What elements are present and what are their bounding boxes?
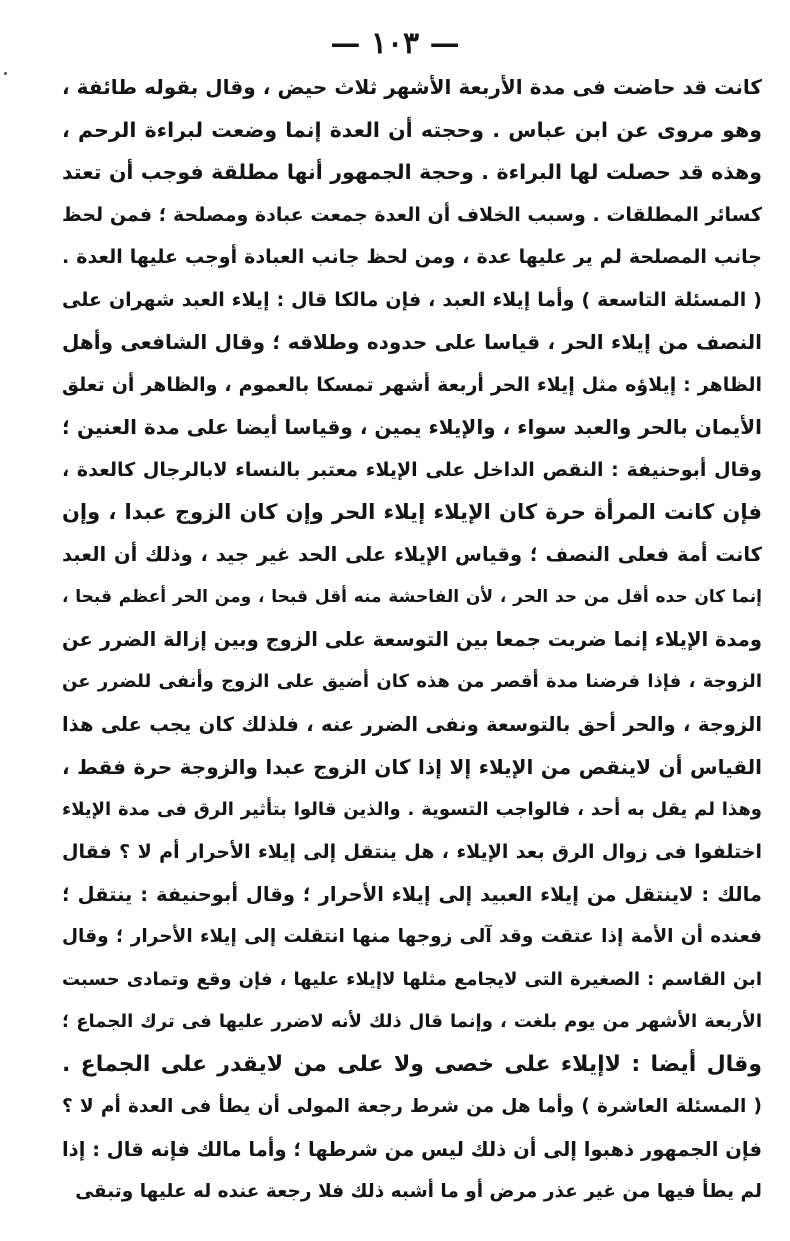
text-line: النصف من إيلاء الحر ، قياسا على حدوده وطلاقه ؛ وقال الشافعى وأهل (62, 330, 762, 354)
margin-speck (4, 72, 7, 75)
text-line: وهو مروى عن ابن عباس . وحجته أن العدة إنما وضعت لبراءة الرحم ، (62, 117, 762, 142)
text-line: الزوجة ، والحر أحق بالتوسعة ونفى الضرر عنه ، فلذلك كان يجب على هذا (62, 712, 762, 736)
text-line: لم يطأ فيها من غير عذر مرض أو ما أشبه ذلك فلا رجعة عنده له عليها وتبقى (75, 1181, 762, 1202)
text-line: الأيمان بالحر والعبد سواء ، والإيلاء يمين ، وقياسا أيضا على مدة العنين ؛ (62, 415, 762, 439)
text-line: ابن القاسم : الصغيرة التى لايجامع مثلها لاإيلاء عليها ، فإن وقع وتمادى حسبت (62, 968, 762, 990)
text-line: إنما كان حده أقل من حد الحر ، لأن الفاحشة منه أقل قبحا ، ومن الحر أعظم قبحا ، (62, 587, 762, 607)
body-text (62, 66, 762, 1214)
text-line: الأربعة الأشهر من يوم بلغت ، وإنما قال ذلك لأنه لاضرر عليها فى ترك الجماع ؛ (62, 1011, 762, 1032)
text-line: الظاهر : إيلاؤه مثل إيلاء الحر أربعة أشهر تمسكا بالعموم ، والظاهر أن تعلق (62, 373, 762, 396)
text-line: القياس أن لاينقص من الإيلاء إلا إذا كان الزوج عبدا والزوجة حرة فقط ، (62, 755, 762, 779)
text-line: وهذه قد حصلت لها البراءة . وحجة الجمهور أنها مطلقة فوجب أن تعتد (62, 160, 762, 184)
text-line: فعنده أن الأمة إذا عتقت وقد آلى زوجها منها انتقلت إلى إيلاء الأحرار ؛ وقال (62, 926, 762, 947)
text-line: كانت أمة فعلى النصف ؛ وقياس الإيلاء على الحد غير جيد ، وذلك أن العبد (62, 542, 762, 566)
text-line: كسائر المطلقات . وسبب الخلاف أن العدة جمعت عبادة ومصلحة ؛ فمن لحظ (62, 203, 762, 226)
text-line: ( المسئلة العاشرة ) وأما هل من شرط رجعة المولى أن يطأ فى العدة أم لا ؟ (62, 1096, 762, 1117)
page-number: — ١٠٣ — (330, 26, 460, 61)
text-line: مالك : لاينتقل من إيلاء العبيد إلى إيلاء الأحرار ؛ وقال أبوحنيفة : ينتقل ؛ (62, 882, 762, 906)
text-line: فإن الجمهور ذهبوا إلى أن ذلك ليس من شرطها ؛ وأما مالك فإنه قال : إذا (62, 1137, 762, 1161)
text-line: الزوجة ، فإذا فرضنا مدة أقصر من هذه كان أضيق على الزوج وأنفى للضرر عن (62, 671, 762, 692)
text-line: ومدة الإيلاء إنما ضربت جمعا بين التوسعة على الزوج وبين إزالة الضرر عن (62, 627, 762, 651)
text-line: كانت قد حاضت فى مدة الأربعة الأشهر ثلاث حيض ، وقال بقوله طائفة ، (62, 75, 762, 99)
text-line: اختلفوا فى زوال الرق بعد الإيلاء ، هل ينتقل إلى إيلاء الأحرار أم لا ؟ فقال (62, 841, 762, 863)
text-line: وقال أبوحنيفة : النقص الداخل على الإيلاء معتبر بالنساء لابالرجال كالعدة ، (62, 458, 762, 481)
text-line: وقال أيضا : لاإيلاء على خصى ولا على من لايقدر على الجماع . (62, 1051, 762, 1077)
text-line: فإن كانت المرأة حرة كان الإيلاء إيلاء الحر وإن كان الزوج عبدا ، وإن (62, 500, 762, 524)
text-line: ( المسئلة التاسعة ) وأما إيلاء العبد ، فإن مالكا قال : إيلاء العبد شهران على (62, 288, 762, 311)
text-line: جانب المصلحة لم ير عليها عدة ، ومن لحظ جانب العبادة أوجب عليها العدة . (62, 246, 762, 268)
text-line: وهذا لم يقل به أحد ، فالواجب التسوية . والذين قالوا بتأثير الرق فى مدة الإيلاء (62, 798, 762, 820)
